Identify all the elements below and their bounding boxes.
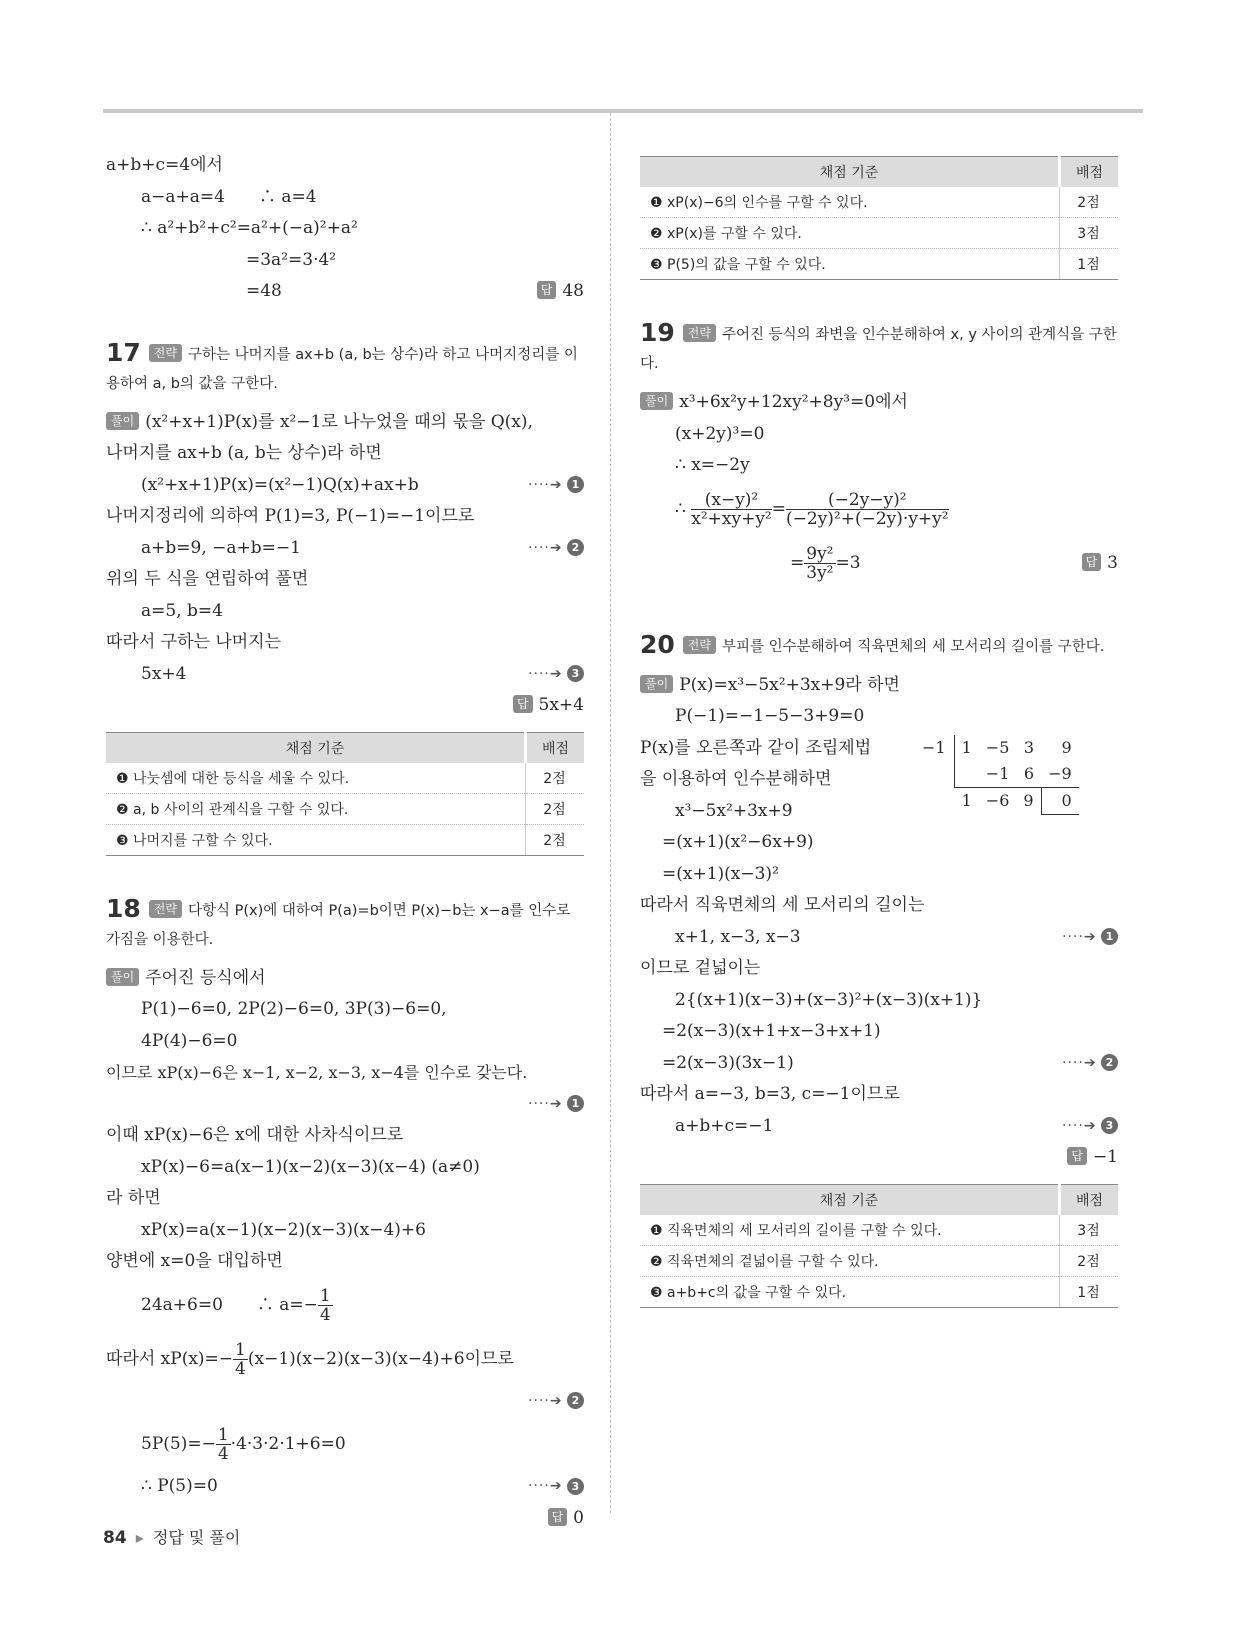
fraction-denominator: 4 <box>319 1304 331 1325</box>
math-line: (x+2y)³=0 <box>675 423 765 444</box>
math-line: xP(x)=a(x−1)(x−2)(x−3)(x−4)+6 <box>141 1219 426 1240</box>
fraction-numerator: (−2y−y)² <box>786 491 949 510</box>
step-3-icon: 3 <box>567 665 584 682</box>
step-arrow: ····➔ <box>1062 1117 1097 1134</box>
synth-cell: 6 <box>1016 761 1041 788</box>
problem-number: 19 <box>640 318 675 347</box>
math-line: P(x)를 오른쪽과 같이 조립제법 <box>640 737 872 758</box>
synth-cell: 9 <box>1061 738 1072 757</box>
solution-line <box>106 963 584 995</box>
table-header: 배점 <box>1060 157 1119 188</box>
math-line: =2(x−3)(x+1+x−3+x+1) <box>662 1021 881 1041</box>
math-line: ∴ x=−2y <box>675 455 750 475</box>
answer-tag: 답 <box>1082 553 1102 571</box>
math-line: 을 이용하여 인수분해하면 <box>640 769 832 789</box>
step-3-icon: 3 <box>567 1478 584 1495</box>
problem-17-heading <box>106 338 584 399</box>
math-line <box>106 659 584 691</box>
answer-value: 0 <box>573 1507 584 1528</box>
strategy-text: 구하는 나머지를 ax+b (a, b는 상수)라 하고 나머지정리를 이용하여 a, b의 값을 구한다. <box>106 346 578 392</box>
math-text: x³+6x²y+12xy²+8y³=0에서 <box>679 392 908 412</box>
page-footer <box>103 1525 240 1548</box>
solution-line <box>106 407 584 439</box>
criterion: ❸ 나머지를 구할 수 있다. <box>106 824 526 855</box>
solution-tag: 풀이 <box>106 968 139 986</box>
math-line: 이므로 xP(x)−6은 x−1, x−2, x−3, x−4를 인수로 갖는다. <box>106 1063 528 1082</box>
synth-cell: 9 <box>1023 791 1034 811</box>
math-text: = <box>771 498 786 519</box>
answer-line <box>106 690 584 722</box>
math-text: (x²+x+1)P(x)=(x²−1)Q(x)+ax+b <box>141 474 419 495</box>
step-line <box>106 1089 584 1121</box>
step-arrow: ····➔ <box>528 539 563 556</box>
synth-cell: −5 <box>985 738 1010 757</box>
points: 2점 <box>1060 187 1119 218</box>
table-row <box>106 824 584 855</box>
math-text: ·4·3·2·1+6=0 <box>230 1434 346 1454</box>
math-line <box>640 536 1118 590</box>
fraction-numerator: 1 <box>217 1425 229 1445</box>
criterion: ❸ P(5)의 값을 구할 수 있다. <box>640 249 1060 280</box>
table-header: 배점 <box>1060 1184 1119 1215</box>
scoring-table-17 <box>106 732 584 856</box>
fraction-numerator: 1 <box>235 1339 246 1360</box>
table-row <box>106 793 584 824</box>
strategy-text: 부피를 인수분해하여 직육면체의 세 모서리의 길이를 구한다. <box>721 638 1105 655</box>
column-divider <box>610 113 611 1513</box>
math-line: 나머지를 ax+b (a, b는 상수)라 하면 <box>106 443 382 463</box>
step-2-icon: 2 <box>567 1392 584 1409</box>
strategy-tag: 전략 <box>683 324 716 342</box>
fraction <box>804 545 835 582</box>
math-line: ∴ a²+b²+c²=a²+(−a)²+a² <box>141 218 358 238</box>
math-line: a+b+c=4에서 <box>106 155 223 175</box>
points: 3점 <box>1060 218 1119 249</box>
math-line: 라 하면 <box>106 1188 161 1208</box>
criterion: ❸ a+b+c의 값을 구할 수 있다. <box>640 1276 1060 1307</box>
criterion: ❷ 직육면체의 겉넓이를 구할 수 있다. <box>640 1245 1060 1276</box>
right-column <box>640 150 1118 1308</box>
step-1-icon: 1 <box>567 476 584 493</box>
step-marker <box>1062 1111 1118 1143</box>
math-line: P(1)−6=0, 2P(2)−6=0, 3P(3)−6=0, <box>141 999 447 1019</box>
step-marker <box>1062 1048 1118 1080</box>
synth-root: −1 <box>915 735 954 761</box>
points: 1점 <box>1060 1276 1119 1307</box>
problem-19-heading <box>640 318 1118 379</box>
criterion: ❷ xP(x)를 구할 수 있다. <box>640 218 1060 249</box>
problem-number: 18 <box>106 893 141 923</box>
math-line: 따라서 구하는 나머지는 <box>106 632 282 652</box>
page-number: 84 <box>103 1528 127 1548</box>
synth-cell: −9 <box>1041 761 1079 788</box>
scoring-table-20 <box>640 1184 1118 1308</box>
answer-value: −1 <box>1092 1147 1118 1167</box>
answer <box>1082 536 1118 590</box>
math-text: =3 <box>835 552 861 573</box>
math-text: a+b=9, −a+b=−1 <box>141 537 301 558</box>
math-line <box>106 533 584 565</box>
math-text: 5P(5)=− <box>141 1434 216 1454</box>
step-arrow: ····➔ <box>528 665 563 682</box>
fraction-denominator: x²+xy+y² <box>691 508 772 529</box>
math-text: ∴ <box>675 498 686 519</box>
criterion: ❶ 나눗셈에 대한 등식을 세울 수 있다. <box>106 763 526 794</box>
points: 2점 <box>1060 1245 1119 1276</box>
math-line <box>106 1278 584 1332</box>
math-text: x+1, x−3, x−3 <box>675 926 801 947</box>
step-1-icon: 1 <box>567 1095 584 1112</box>
header-rule <box>103 109 1143 113</box>
fraction-denominator: 4 <box>235 1358 246 1379</box>
fraction-numerator: 9y² <box>806 543 834 564</box>
math-line: a−a+a=4 ∴ a=4 <box>141 186 317 207</box>
problem-number: 17 <box>106 337 141 367</box>
step-arrow: ····➔ <box>528 1095 563 1112</box>
math-line: 위의 두 식을 연립하여 풀면 <box>106 569 309 589</box>
answer-value: 3 <box>1107 552 1118 573</box>
math-line: 나머지정리에 의하여 P(1)=3, P(−1)=−1이므로 <box>106 506 475 526</box>
criterion: ❶ xP(x)−6의 인수를 구할 수 있다. <box>640 187 1060 218</box>
math-text: = <box>790 552 805 573</box>
math-text: (x²+x+1)P(x)를 x²−1로 나누었을 때의 몫을 Q(x), <box>145 411 533 432</box>
synthetic-division-block <box>640 733 1118 828</box>
math-text: 주어진 등식에서 <box>145 967 266 988</box>
scoring-table-18 <box>640 156 1118 280</box>
math-line <box>640 922 1118 954</box>
answer-value: 48 <box>562 281 584 301</box>
synth-cell: −1 <box>979 761 1017 788</box>
step-marker <box>528 1386 584 1418</box>
synth-cell: −6 <box>985 791 1010 811</box>
step-marker <box>528 1089 584 1121</box>
table-row <box>106 763 584 794</box>
math-line: 이므로 겉넓이는 <box>640 958 761 978</box>
strategy-tag: 전략 <box>149 900 182 918</box>
criterion: ❶ 직육면체의 세 모서리의 길이를 구할 수 있다. <box>640 1215 1060 1246</box>
fraction <box>786 491 949 528</box>
math-line: 양변에 x=0을 대입하면 <box>106 1251 283 1271</box>
solution-tag: 풀이 <box>106 412 139 430</box>
math-line <box>106 1471 584 1503</box>
fraction-numerator: (x−y)² <box>691 491 772 510</box>
table-row <box>640 187 1118 218</box>
math-text: a+b+c=−1 <box>675 1115 774 1136</box>
points: 2점 <box>526 793 585 824</box>
table-header: 채점 기준 <box>640 1184 1060 1215</box>
math-text: =2(x−3)(3x−1) <box>662 1052 794 1073</box>
strategy-text: 다항식 P(x)에 대하여 P(a)=b이면 P(x)−b는 x−a를 인수로 가짐을 이용한다. <box>106 902 571 948</box>
answer <box>537 276 584 308</box>
step-marker <box>528 1471 584 1503</box>
math-text: ∴ P(5)=0 <box>141 1476 218 1496</box>
math-line: P(−1)=−1−5−3+9=0 <box>675 706 865 726</box>
solution-tag: 풀이 <box>640 392 673 410</box>
solution-line <box>640 670 1118 702</box>
math-line: 4P(4)−6=0 <box>141 1030 238 1051</box>
math-text: =48 <box>246 281 282 301</box>
footer-title: 정답 및 풀이 <box>152 1528 241 1547</box>
math-line <box>106 470 584 502</box>
fraction <box>691 491 772 528</box>
answer <box>548 1503 584 1535</box>
step-marker <box>528 659 584 691</box>
step-marker <box>1062 922 1118 954</box>
math-text: P(x)=x³−5x²+3x+9라 하면 <box>679 674 900 695</box>
step-arrow: ····➔ <box>528 476 563 493</box>
synth-cell: 1 <box>961 791 972 811</box>
fraction-denominator: 4 <box>217 1444 229 1464</box>
math-line <box>106 1332 584 1386</box>
math-line: 따라서 a=−3, b=3, c=−1이므로 <box>640 1084 900 1104</box>
points: 3점 <box>1060 1215 1119 1246</box>
problem-20-heading <box>640 630 1118 662</box>
points: 1점 <box>1060 249 1119 280</box>
answer-tag: 답 <box>1067 1147 1087 1165</box>
fraction-denominator: (−2y)²+(−2y)·y+y² <box>786 508 949 529</box>
math-text: 24a+6=0 ∴ a=− <box>141 1294 318 1315</box>
fraction <box>233 1341 248 1378</box>
answer-line <box>640 1142 1118 1174</box>
strategy-tag: 전략 <box>683 636 716 654</box>
table-header: 채점 기준 <box>106 732 526 763</box>
problem-18-heading <box>106 894 584 955</box>
answer <box>1067 1142 1118 1174</box>
math-line <box>106 276 584 308</box>
step-arrow: ····➔ <box>528 1478 563 1494</box>
table-row <box>640 1245 1118 1276</box>
answer-tag: 답 <box>513 695 533 713</box>
strategy-text: 주어진 등식의 좌변을 인수분해하여 x, y 사이의 관계식을 구한다. <box>640 327 1117 372</box>
math-text: 5x+4 <box>141 663 187 684</box>
math-line <box>640 482 1118 536</box>
fraction-numerator: 1 <box>319 1285 331 1306</box>
math-line <box>640 1111 1118 1143</box>
table-header: 배점 <box>526 732 585 763</box>
step-arrow: ····➔ <box>1062 928 1097 945</box>
table-row <box>640 1215 1118 1246</box>
left-column <box>106 150 584 1534</box>
math-line: 따라서 직육면체의 세 모서리의 길이는 <box>640 895 925 915</box>
math-text: 따라서 xP(x)=− <box>106 1348 234 1369</box>
footer-bullet-icon: ▸ <box>135 1528 144 1547</box>
step-1-icon: 1 <box>1101 928 1118 945</box>
synth-cell: 1 <box>961 738 972 757</box>
step-2-icon: 2 <box>567 539 584 556</box>
answer <box>513 690 584 722</box>
step-marker <box>528 533 584 565</box>
fraction-denominator: 3y² <box>806 562 834 583</box>
table-row <box>640 218 1118 249</box>
math-line: 2{(x+1)(x−3)+(x−3)²+(x−3)(x+1)} <box>675 989 983 1010</box>
table-row <box>640 1276 1118 1307</box>
math-line: xP(x)−6=a(x−1)(x−2)(x−3)(x−4) (a≠0) <box>141 1156 480 1177</box>
points: 2점 <box>526 763 585 794</box>
step-2-icon: 2 <box>1101 1054 1118 1071</box>
math-line <box>106 1417 584 1471</box>
math-line: =3a²=3·4² <box>246 249 337 270</box>
answer-tag: 답 <box>537 281 557 299</box>
step-arrow: ····➔ <box>1062 1054 1097 1071</box>
synth-cell: 3 <box>1023 738 1035 757</box>
criterion: ❷ a, b 사이의 관계식을 구할 수 있다. <box>106 793 526 824</box>
fraction <box>318 1287 333 1324</box>
math-line: 이때 xP(x)−6은 x에 대한 사차식이므로 <box>106 1125 404 1145</box>
strategy-tag: 전략 <box>149 344 182 362</box>
step-line <box>106 1386 584 1418</box>
answer-tag: 답 <box>548 1508 568 1526</box>
math-line: =(x+1)(x−3)² <box>662 863 779 884</box>
points: 2점 <box>526 824 585 855</box>
synth-remainder: 0 <box>1041 787 1079 814</box>
step-3-icon: 3 <box>1101 1117 1118 1134</box>
math-text: (x−1)(x−2)(x−3)(x−4)+6이므로 <box>247 1348 514 1369</box>
step-arrow: ····➔ <box>528 1392 563 1409</box>
math-line: x³−5x²+3x+9 <box>675 800 793 821</box>
synth-cell <box>954 761 979 788</box>
problem-number: 20 <box>640 629 675 659</box>
table-header: 채점 기준 <box>640 157 1060 188</box>
step-marker <box>528 470 584 502</box>
solution-line <box>640 387 1118 419</box>
fraction <box>216 1426 231 1463</box>
math-line: =(x+1)(x²−6x+9) <box>662 832 814 852</box>
table-row <box>640 249 1118 280</box>
synthetic-division <box>915 735 1079 815</box>
solution-tag: 풀이 <box>640 675 673 693</box>
math-line: a=5, b=4 <box>141 600 223 621</box>
math-line <box>640 1048 1118 1080</box>
answer-value: 5x+4 <box>538 695 584 715</box>
